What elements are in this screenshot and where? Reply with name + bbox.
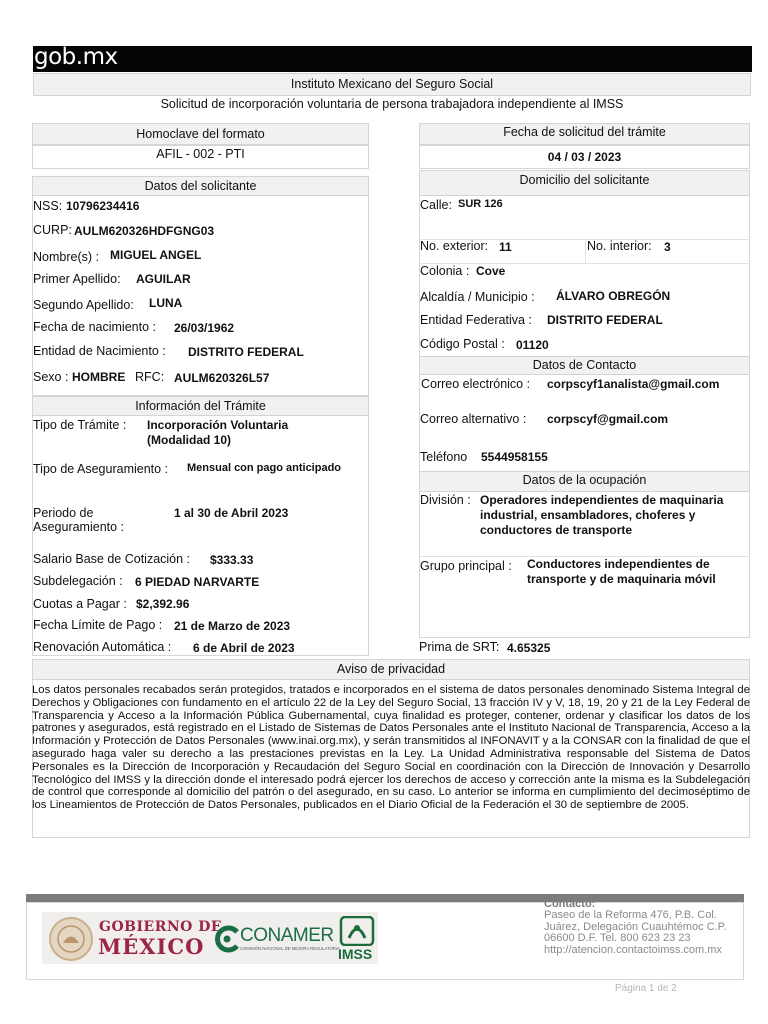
domicilio-section-title: Domicilio del solicitante: [419, 170, 750, 196]
fecha-nacimiento-label: Fecha de nacimiento :: [33, 320, 156, 334]
form-title: Solicitud de incorporación voluntaria de persona trabajadora independiente al IMSS: [160, 97, 624, 111]
contacto-section-title: Datos de Contacto: [419, 356, 750, 375]
curp-label: CURP:: [33, 223, 72, 237]
colonia-value: Cove: [476, 264, 506, 278]
prima-srt-label: Prima de SRT:: [419, 640, 500, 654]
grupo-principal-value: Conductores independientes de transporte y de maquinaria móvil: [527, 557, 716, 586]
colonia-label: Colonia :: [420, 264, 470, 278]
tramite-section-title: Información del Trámite: [32, 396, 369, 416]
rfc-value: AULM620326L57: [174, 371, 270, 385]
no-exterior-value: 11: [499, 240, 512, 254]
tipo-aseguramiento-value: Mensual con pago anticipado: [187, 462, 342, 474]
curp-value: AULM620326HDFGNG03: [74, 224, 215, 238]
entidad-nacimiento-label: Entidad de Nacimiento :: [33, 344, 166, 358]
segundo-apellido-value: LUNA: [149, 296, 183, 310]
telefono-label: Teléfono: [420, 450, 468, 464]
sexo-value: HOMBRE: [72, 370, 126, 384]
no-interior-label: No. interior:: [587, 239, 652, 253]
fecha-solicitud-label: Fecha de solicitud del trámite: [419, 123, 750, 145]
salario-value: $333.33: [210, 553, 254, 567]
codigo-postal-label: Código Postal :: [420, 337, 505, 351]
gobierno-line2: MÉXICO: [98, 934, 205, 959]
fecha-solicitud-value: 04 / 03 / 2023: [419, 145, 750, 169]
primer-apellido-label: Primer Apellido:: [33, 272, 121, 286]
nombre-value: MIGUEL ANGEL: [110, 248, 202, 262]
nombre-label: Nombre(s) :: [33, 250, 99, 264]
mexico-seal-icon: [48, 916, 94, 962]
entidad-federativa-label: Entidad Federativa :: [420, 313, 532, 327]
grupo-principal-label: Grupo principal :: [420, 559, 512, 573]
tipo-aseguramiento-label: Tipo de Aseguramiento :: [33, 462, 169, 476]
renovacion-label: Renovación Automática :: [33, 640, 172, 654]
nss-value: 10796234416: [66, 199, 140, 213]
imss-eagle-icon: [337, 916, 377, 946]
homoclave-label: Homoclave del formato: [32, 123, 369, 145]
calle-label: Calle:: [420, 198, 452, 212]
no-interior-value: 3: [664, 240, 671, 254]
fecha-limite-value: 21 de Marzo de 2023: [174, 619, 291, 633]
conamer-subtitle: COMISIÓN NACIONAL DE MEJORA REGULATORIA: [240, 946, 340, 951]
division-label: División :: [420, 493, 471, 507]
entidad-nacimiento-value: DISTRITO FEDERAL: [188, 345, 304, 359]
correo-alternativo-value: corpscyf@gmail.com: [547, 412, 669, 426]
correo-alternativo-label: Correo alternativo :: [420, 412, 527, 426]
fecha-nacimiento-value: 26/03/1962: [174, 321, 235, 335]
codigo-postal-value: 01120: [516, 338, 549, 352]
contact-line: 06600 D.F. Tel. 800 623 23 23: [544, 932, 691, 944]
cuotas-label: Cuotas a Pagar :: [33, 597, 127, 611]
subdelegacion-value: 6 PIEDAD NARVARTE: [135, 575, 260, 589]
alcaldia-label: Alcaldía / Municipio :: [420, 290, 535, 304]
segundo-apellido-label: Segundo Apellido:: [33, 298, 134, 312]
nss-label: NSS:: [33, 199, 63, 213]
division-value: Operadores independientes de maquinaria industrial, ensambladores, choferes y conductores de transporte: [480, 493, 724, 537]
privacidad-title: Aviso de privacidad: [32, 659, 750, 680]
prima-srt-value: 4.65325: [507, 641, 551, 655]
salario-label: Salario Base de Cotización :: [33, 552, 191, 566]
subdelegacion-label: Subdelegación :: [33, 574, 123, 588]
contact-line: Paseo de la Reforma 476, P.B. Col.: [544, 909, 717, 921]
renovacion-value: 6 de Abril de 2023: [193, 641, 295, 655]
privacidad-text: Los datos personales recabados serán protegidos, tratados e incorporados en el sistema de datos personales denominado Sistema Integral de Derechos y Obligaciones con fundamento en el artículo 22 de la Ley del Seguro Social, 13 fracción IV y V, 18, 19, 20 y 21 de la Ley Federal de Transparencia y Acceso a la Información Pública Gubernamental, cuya finalidad es proteger, contener, ordenar y clasificar los datos de los patrones y asegurados, está registrado en el Listado de Sistemas de Datos Personales ante el Instituto Nacional de Transparencia, Acceso a la Información y Protección de Datos Personales (www.inai.org.mx), y serán transmitidos al INFONAVIT y a la CONSAR con la finalidad de que el asegurado haga valer su derecho a las prestaciones previstas en la Ley. La Unidad Administrativa responsable del Sistema de Datos Personales es la Dirección de Incorporación y Recaudación del Seguro Social en coordinación con la Dirección de Innovación y Desarrollo Tecnológico del IMSS y la dirección donde el interesado podrá ejercer los derechos de acceso y corrección ante la misma es la Subdelegación de control que corresponde al domicilio del patrón o del asegurado, en su caso. Lo anterior se informa en cumplimiento del decimoséptimo de los Lineamientos de Protección de Datos Personales, publicados en el Diario Oficial de la Federación el 30 de septiembre de 2005.: [32, 684, 750, 812]
cuotas-value: $2,392.96: [136, 597, 190, 611]
periodo-label: Periodo de Aseguramiento :: [33, 506, 125, 534]
correo-value: corpscyf1analista@gmail.com: [547, 377, 720, 391]
entidad-federativa-value: DISTRITO FEDERAL: [547, 313, 663, 327]
page-number: Página 1 de 2: [615, 983, 677, 994]
alcaldia-value: ÁLVARO OBREGÓN: [556, 289, 671, 303]
primer-apellido-value: AGUILAR: [136, 272, 191, 286]
conamer-logo-icon: [213, 925, 241, 953]
rfc-label: RFC:: [135, 370, 165, 384]
no-exterior-label: No. exterior:: [420, 239, 489, 253]
homoclave-value: AFIL - 002 - PTI: [32, 145, 369, 169]
contact-url-link[interactable]: http://atencion.contactoimss.com.mx: [544, 943, 722, 956]
contact-line: Juárez, Delegación Cuauhtémoc C.P.: [544, 920, 727, 933]
fecha-limite-label: Fecha Límite de Pago :: [33, 618, 163, 632]
gobierno-line1: GOBIERNO DE: [99, 919, 223, 935]
institution-title: Instituto Mexicano del Seguro Social: [33, 73, 751, 96]
telefono-value: 5544958155: [481, 450, 548, 464]
calle-value: SUR 126: [458, 198, 503, 210]
contacto-title: Contacto:: [544, 898, 596, 910]
gob-mx-logo: gob.mx: [34, 44, 118, 70]
footer-bar: [26, 894, 744, 902]
gob-header-bar: [33, 46, 752, 72]
solicitante-section-title: Datos del solicitante: [32, 176, 369, 196]
periodo-value: 1 al 30 de Abril 2023: [174, 506, 289, 520]
correo-label: Correo electrónico :: [421, 377, 531, 391]
sexo-label: Sexo :: [33, 370, 69, 384]
tipo-tramite-label: Tipo de Trámite :: [33, 418, 127, 432]
imss-wordmark: IMSS: [338, 946, 373, 962]
divider: [585, 240, 586, 263]
tipo-tramite-value: Incorporación Voluntaria (Modalidad 10): [147, 418, 289, 447]
conamer-wordmark: CONAMER: [240, 925, 334, 946]
ocupacion-section-title: Datos de la ocupación: [419, 471, 750, 492]
